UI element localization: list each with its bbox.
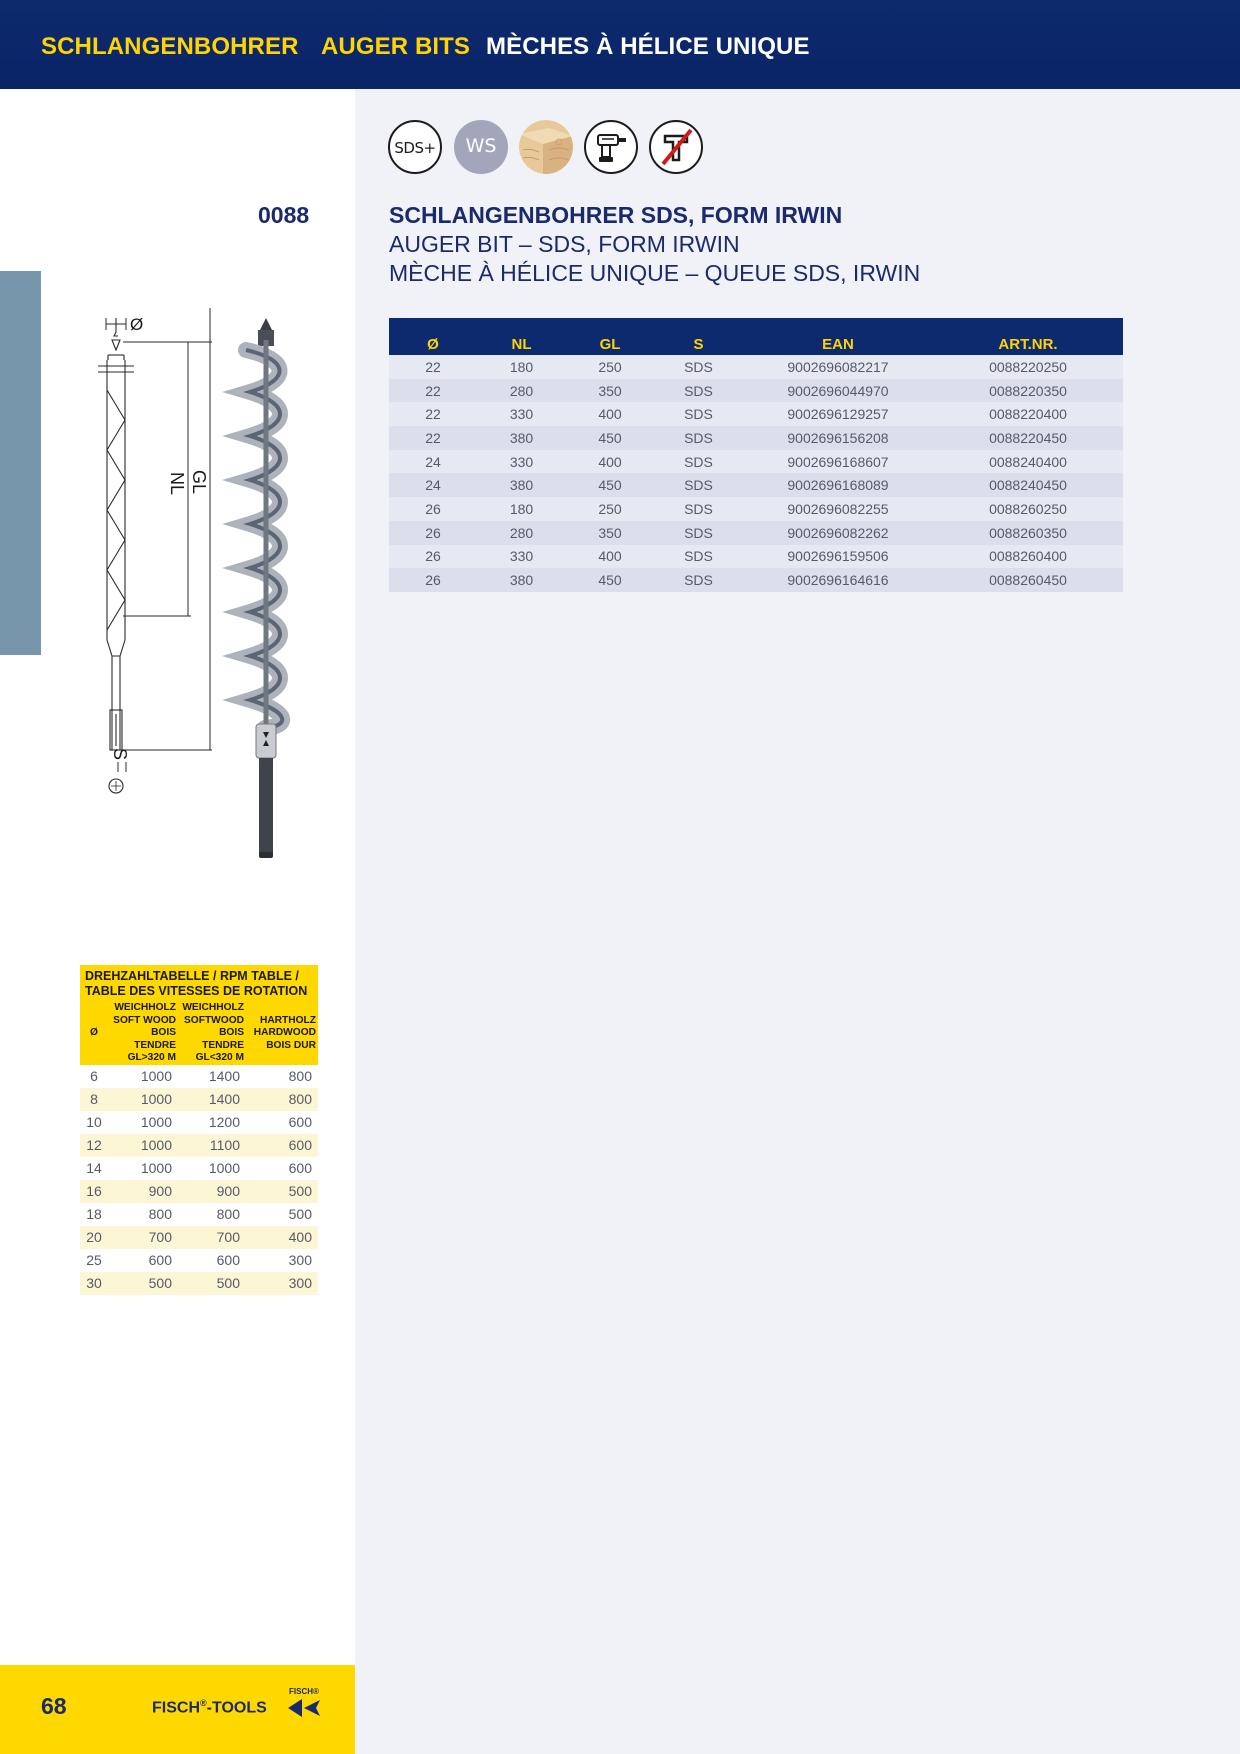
table-cell: 400: [566, 545, 654, 569]
table-cell: 280: [477, 379, 566, 403]
rpm-cell: 1100: [178, 1134, 246, 1157]
rpm-row: [80, 1180, 318, 1203]
rpm-cell: 1000: [108, 1065, 178, 1088]
table-cell: SDS: [654, 379, 743, 403]
table-cell: SDS: [654, 521, 743, 545]
table-cell: 9002696082217: [743, 355, 933, 379]
table-cell: 180: [477, 355, 566, 379]
rpm-cell: 300: [246, 1249, 318, 1272]
table-cell: 9002696159506: [743, 545, 933, 569]
auger-bit-image: [246, 318, 282, 858]
rpm-table: [80, 965, 318, 1295]
product-title-de: SCHLANGENBOHRER SDS, FORM IRWIN: [389, 202, 843, 228]
table-cell: 22: [389, 355, 477, 379]
table-row: [389, 450, 1123, 474]
rpm-header-row: [80, 1002, 318, 1065]
table-cell: 250: [566, 355, 654, 379]
rpm-row: [80, 1203, 318, 1226]
rpm-cell: 1200: [178, 1111, 246, 1134]
rpm-cell: 6: [80, 1065, 108, 1088]
rpm-cell: 1400: [178, 1088, 246, 1111]
cordless-drill-icon: [584, 120, 638, 174]
table-cell: 24: [389, 473, 477, 497]
table-cell: 9002696168089: [743, 473, 933, 497]
rpm-cell: 1000: [178, 1157, 246, 1180]
rpm-cell: 500: [178, 1272, 246, 1295]
col-header-ean: EAN: [743, 318, 933, 355]
table-cell: 400: [566, 450, 654, 474]
table-cell: SDS: [654, 473, 743, 497]
rpm-cell: 16: [80, 1180, 108, 1203]
rpm-row: [80, 1111, 318, 1134]
table-cell: 24: [389, 450, 477, 474]
fisch-logo-icon: [286, 1697, 322, 1719]
table-cell: 0088240450: [933, 473, 1123, 497]
rpm-row: [80, 1065, 318, 1088]
col-header-gl: GL: [566, 318, 654, 355]
table-cell: SDS: [654, 355, 743, 379]
no-hammer-icon: [649, 120, 703, 174]
rpm-row: [80, 1157, 318, 1180]
table-cell: 180: [477, 497, 566, 521]
table-row: [389, 521, 1123, 545]
table-cell: SDS: [654, 450, 743, 474]
col-header-diameter: Ø: [389, 318, 477, 355]
table-cell: 380: [477, 473, 566, 497]
rpm-cell: 12: [80, 1134, 108, 1157]
ws-label: WS: [465, 135, 497, 157]
table-cell: 9002696082255: [743, 497, 933, 521]
rpm-row: [80, 1272, 318, 1295]
rpm-title-line2: TABLE DES VITESSES DE ROTATION: [85, 984, 308, 998]
table-row: [389, 568, 1123, 592]
rpm-cell: 1000: [108, 1088, 178, 1111]
table-cell: 330: [477, 545, 566, 569]
rpm-col-softwood-lt320: WEICHHOLZ SOFTWOOD BOIS TENDRE GL<320 M: [178, 1002, 246, 1065]
article-code: 0088: [258, 202, 310, 228]
table-cell: 0088240400: [933, 450, 1123, 474]
rpm-row: [80, 1249, 318, 1272]
rpm-cell: 8: [80, 1088, 108, 1111]
table-cell: 0088220350: [933, 379, 1123, 403]
rpm-cell: 1000: [108, 1111, 178, 1134]
table-cell: 9002696156208: [743, 426, 933, 450]
rpm-cell: 800: [246, 1088, 318, 1111]
table-cell: 9002696044970: [743, 379, 933, 403]
table-cell: 22: [389, 426, 477, 450]
rpm-cell: 600: [178, 1249, 246, 1272]
table-cell: 26: [389, 545, 477, 569]
table-cell: SDS: [654, 568, 743, 592]
gl-label: GL: [189, 470, 209, 495]
table-cell: 9002696164616: [743, 568, 933, 592]
table-cell: 26: [389, 497, 477, 521]
table-cell: 280: [477, 521, 566, 545]
sds-plus-icon: [388, 120, 442, 174]
table-cell: SDS: [654, 426, 743, 450]
table-cell: 0088220400: [933, 402, 1123, 426]
rpm-col-softwood-gt320: WEICHHOLZ SOFT WOOD BOIS TENDRE GL>320 M: [108, 1002, 178, 1065]
rpm-cell: 300: [246, 1272, 318, 1295]
table-cell: 9002696129257: [743, 402, 933, 426]
table-cell: 450: [566, 473, 654, 497]
rpm-row: [80, 1226, 318, 1249]
rpm-cell: 800: [108, 1203, 178, 1226]
rpm-title-line1: DREHZAHLTABELLE / RPM TABLE /: [85, 969, 299, 983]
table-cell: 0088260250: [933, 497, 1123, 521]
rpm-row: [80, 1088, 318, 1111]
rpm-cell: 900: [108, 1180, 178, 1203]
wood-icon: [519, 120, 573, 174]
header-title-en: AUGER BITS: [321, 33, 471, 60]
footer-brand: FISCH®-TOOLS: [152, 1698, 267, 1717]
rpm-col-diameter: Ø: [80, 1002, 108, 1065]
rpm-cell: 10: [80, 1111, 108, 1134]
product-title-fr: MÈCHE À HÉLICE UNIQUE – QUEUE SDS, IRWIN: [389, 260, 921, 286]
table-cell: 0088260400: [933, 545, 1123, 569]
rpm-cell: 700: [178, 1226, 246, 1249]
sds-plus-label: SDS+: [394, 139, 436, 157]
table-row: [389, 497, 1123, 521]
rpm-cell: 20: [80, 1226, 108, 1249]
rpm-cell: 600: [246, 1157, 318, 1180]
table-cell: 450: [566, 568, 654, 592]
table-cell: 330: [477, 402, 566, 426]
nl-label: NL: [167, 472, 187, 496]
table-cell: 350: [566, 521, 654, 545]
table-cell: 0088220450: [933, 426, 1123, 450]
page-number: 68: [41, 1693, 67, 1719]
table-row: [389, 355, 1123, 379]
product-table: [389, 318, 1123, 592]
rpm-cell: 500: [246, 1203, 318, 1226]
table-cell: SDS: [654, 402, 743, 426]
table-row: [389, 402, 1123, 426]
table-cell: SDS: [654, 497, 743, 521]
table-cell: 250: [566, 497, 654, 521]
rpm-cell: 1400: [178, 1065, 246, 1088]
rpm-cell: 400: [246, 1226, 318, 1249]
rpm-cell: 500: [246, 1180, 318, 1203]
rpm-table-title: [80, 965, 318, 1002]
table-cell: 380: [477, 568, 566, 592]
col-header-nl: NL: [477, 318, 566, 355]
rpm-cell: 1000: [108, 1157, 178, 1180]
table-cell: 450: [566, 426, 654, 450]
table-cell: 26: [389, 568, 477, 592]
table-cell: SDS: [654, 545, 743, 569]
table-cell: 0088260450: [933, 568, 1123, 592]
rpm-row: [80, 1134, 318, 1157]
col-header-s: S: [654, 318, 743, 355]
table-cell: 22: [389, 402, 477, 426]
rpm-cell: 600: [108, 1249, 178, 1272]
product-table-header: [389, 318, 1123, 355]
dia-label: Ø: [130, 315, 144, 334]
table-cell: 350: [566, 379, 654, 403]
table-cell: 26: [389, 521, 477, 545]
table-cell: 400: [566, 402, 654, 426]
rpm-cell: 600: [246, 1111, 318, 1134]
product-title-en: AUGER BIT – SDS, FORM IRWIN: [389, 231, 740, 257]
table-cell: 22: [389, 379, 477, 403]
table-row: [389, 379, 1123, 403]
rpm-cell: 600: [246, 1134, 318, 1157]
rpm-cell: 800: [246, 1065, 318, 1088]
fisch-logo-text: FISCH®: [289, 1687, 319, 1696]
s-label: S: [110, 748, 130, 761]
rpm-cell: 18: [80, 1203, 108, 1226]
ws-icon: [454, 120, 508, 174]
table-cell: 9002696168607: [743, 450, 933, 474]
table-cell: 380: [477, 426, 566, 450]
table-row: [389, 545, 1123, 569]
table-cell: 330: [477, 450, 566, 474]
rpm-cell: 14: [80, 1157, 108, 1180]
rpm-cell: 800: [178, 1203, 246, 1226]
col-header-artnr: ART.NR.: [933, 318, 1123, 355]
table-row: [389, 473, 1123, 497]
technical-drawing: [60, 300, 310, 940]
rpm-cell: 25: [80, 1249, 108, 1272]
rpm-cell: 900: [178, 1180, 246, 1203]
table-cell: 9002696082262: [743, 521, 933, 545]
rpm-col-hardwood: HARTHOLZ HARDWOOD BOIS DUR: [246, 1002, 318, 1065]
table-cell: 0088260350: [933, 521, 1123, 545]
rpm-cell: 1000: [108, 1134, 178, 1157]
table-row: [389, 426, 1123, 450]
table-cell: 0088220250: [933, 355, 1123, 379]
rpm-cell: 700: [108, 1226, 178, 1249]
rpm-cell: 500: [108, 1272, 178, 1295]
rpm-cell: 30: [80, 1272, 108, 1295]
header-title-fr: MÈCHES À HÉLICE UNIQUE: [486, 33, 810, 60]
sidebar-tab: [0, 271, 41, 655]
header-title-de: SCHLANGENBOHRER: [41, 33, 299, 60]
page-header: [0, 0, 1240, 89]
